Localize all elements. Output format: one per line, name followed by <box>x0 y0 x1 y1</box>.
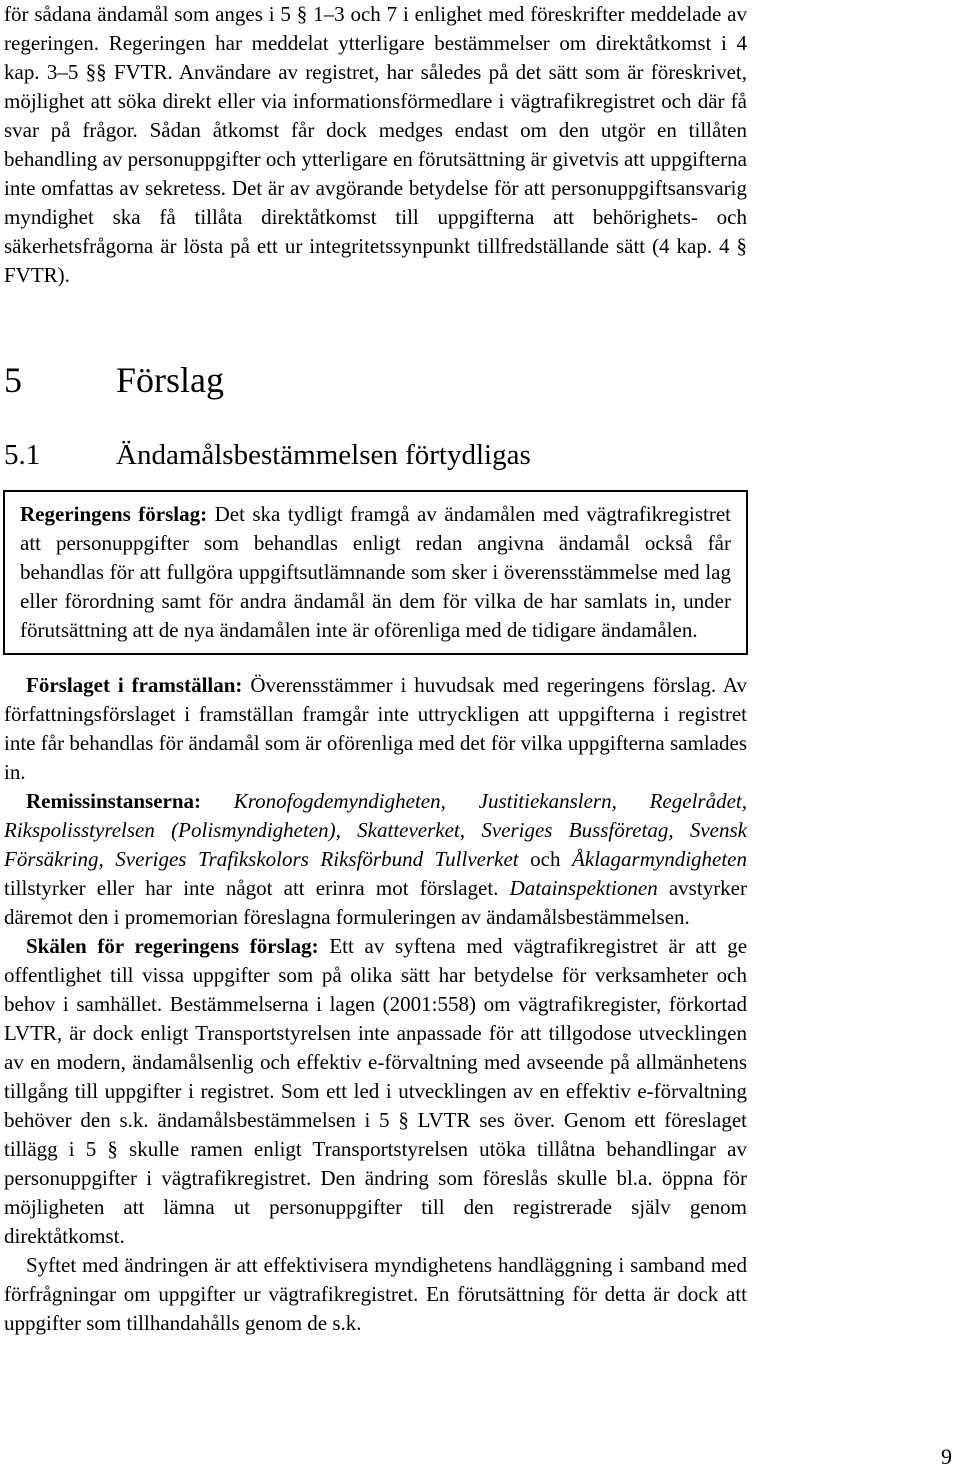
intro-paragraph: för sådana ändamål som anges i 5 § 1–3 och 7 i enlighet med föreskrifter meddelade av regeringen. Regeringen har meddelat ytterligare bestämmelser om direktåtkomst i 4 kap. 3–5 §§ FVTR. Användare av registret, har således på det sätt som är föreskrivet, möjlighet att söka direkt eller via informationsförmedlare i vägtrafikregistret och där få svar på frågor. Sådan åtkomst får dock medges endast om den utgör en tillåten behandling av personuppgifter och ytterligare en förutsättning är givetvis att uppgifterna inte omfattas av sekretess. Det är av avgörande betydelse för att personuppgiftsansvarig myndighet ska få tillåta direktåtkomst till uppgifterna att behörighets- och säkerhetsfrågorna är lösta på ett ur integritetssynpunkt tillfredställande sätt (4 kap. 4 § FVTR). <box>4 2 747 287</box>
last-paragraph: Syftet med ändringen är att effektivisera myndighetens handläggning i samband med förfrågningar om uppgifter ur vägtrafikregistret. En förutsättning för detta är dock att uppgifter som tillhandahålls genom de s.k. <box>4 1253 747 1335</box>
skalen-label: Skälen för regeringens förslag: <box>26 934 319 958</box>
subsection-title: Ändamålsbestämmelsen förtydligas <box>116 439 531 471</box>
subsection-number: 5.1 <box>4 439 41 471</box>
section-number: 5 <box>4 360 22 400</box>
framstallan-label: Förslaget i framställan: <box>26 673 243 697</box>
framstallan-paragraph <box>4 671 747 787</box>
remiss-och: och <box>518 847 573 871</box>
document-page <box>4 0 747 1338</box>
remiss-paragraph <box>4 787 747 932</box>
skalen-text: Ett av syftena med vägtrafikregistret är att ge offentlighet till vissa uppgifter som på olika sätt har betydelse för verksamheter och behov i samhället. Bestämmelserna i lagen (2001:558) om vägtrafikregister, förkortad LVTR, är dock enligt Transportstyrelsen inte anpassade för att tillgodose utvecklingen av en modern, ändamålsenlig och effektiv e-förvaltning med avseende på allmänhetens tillgång till uppgifter i registret. Som ett led i utvecklingen av en effektiv e-förvaltning behöver den s.k. ändamålsbestämmelsen i 5 § LVTR ses över. Genom ett föreslaget tillägg i 5 § skulle ramen enligt Transportstyrelsen utöka tillåtna behandlingar av personuppgifter i vägtrafikregistret. Den ändring som föreslås skulle bl.a. öppna för möjligheten att lämna ut personuppgifter till den registrerade själv genom direktåtkomst. <box>4 934 748 1248</box>
remiss-italic-3: Datainspektionen <box>509 876 658 900</box>
section-heading <box>4 360 747 400</box>
section-title: Förslag <box>116 360 224 400</box>
page-number: 9 <box>941 1444 952 1469</box>
proposal-box <box>3 490 748 655</box>
proposal-text: Det ska tydligt framgå av ändamålen med vägtrafikregistret att personuppgifter som behandlas enligt redan angivna ändamål också får behandlas för att fullgöra uppgiftsutlämnande som sker i överensstämmelse med lag eller förordning samt för andra ändamål än dem för vilka de har samlats in, under förutsättning att de nya ändamålen inte är oförenliga med de tidigare ändamålen. <box>20 502 731 642</box>
proposal-label: Regeringens förslag: <box>20 502 208 526</box>
remiss-italic-1: Kronofogdemyndigheten, Justitiekanslern, Regelrådet, Rikspolisstyrelsen (Polismyndigheten), Skatteverket, Sveriges Bussföretag, Svensk Försäkring, Sveriges Trafikskolors Riksförbund Tullverket <box>4 789 747 871</box>
subsection-heading <box>4 438 747 472</box>
framstallan-text: Överensstämmer i huvudsak med regeringens förslag. Av författningsförslaget i framställan framgår inte uttryckligen att uppgifterna i registret inte får behandlas för ändamål som är oförenliga med det för vilka uppgifterna samlades in. <box>4 673 748 784</box>
proposal-paragraph <box>20 500 731 645</box>
skalen-paragraph <box>4 932 747 1251</box>
remiss-label: Remissinstanserna: <box>26 789 202 813</box>
remiss-text-2: tillstyrker eller har inte något att erinra mot förslaget. <box>4 876 510 900</box>
remiss-text-3: avstyrker däremot den i promemorian föreslagna formuleringen av ändamålsbestämmelsen. <box>4 876 747 929</box>
remiss-italic-2: Åklagarmyndigheten <box>572 847 747 871</box>
